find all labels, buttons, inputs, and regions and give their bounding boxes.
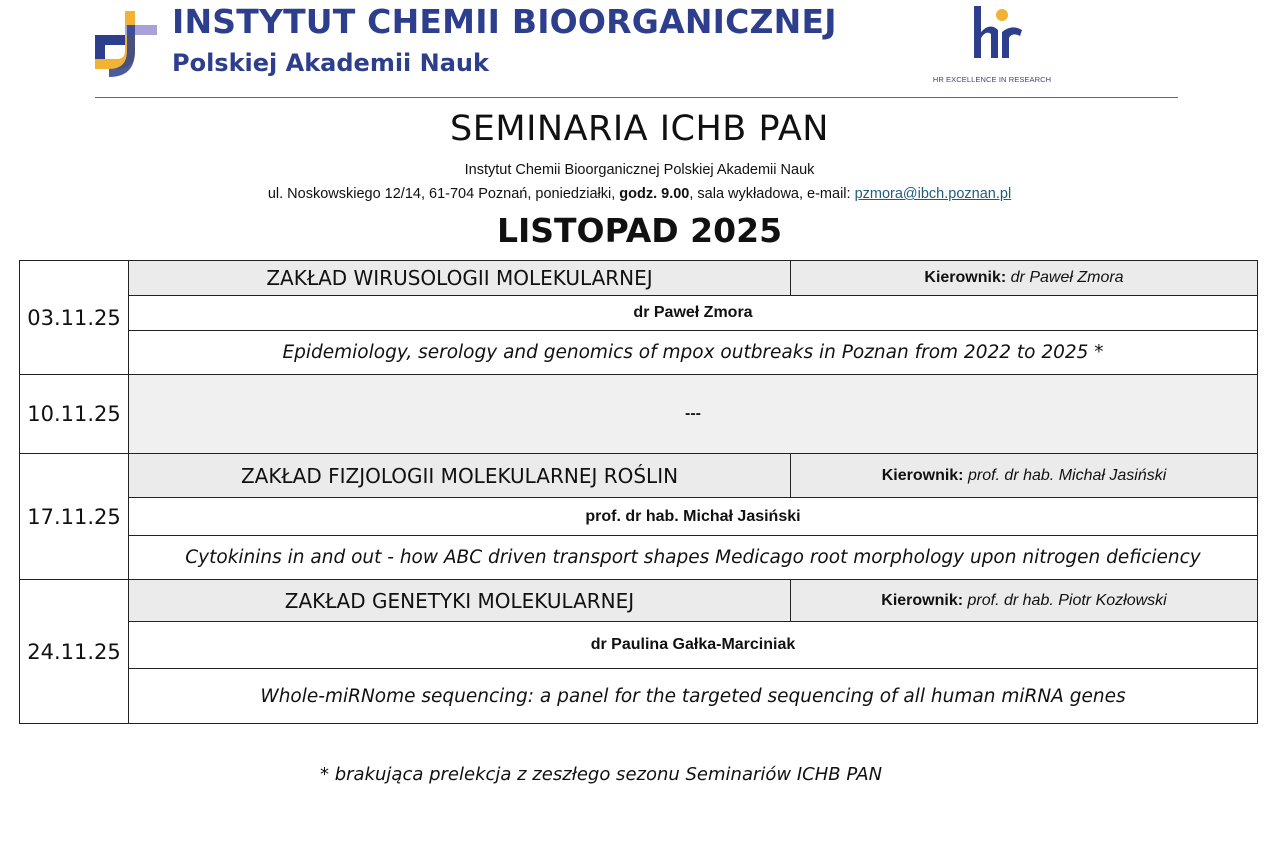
seminar-date: 10.11.25 (20, 375, 129, 454)
department-head (791, 580, 1258, 622)
table-row (20, 261, 1258, 296)
head-name: prof. dr hab. Michał Jasiński (967, 466, 1167, 484)
seminar-date: 24.11.25 (20, 580, 129, 724)
address-text-2: , sala wykładowa, e-mail: (689, 186, 851, 202)
seminar-date: 17.11.25 (20, 454, 129, 580)
department-name: ZAKŁAD FIZJOLOGII MOLEKULARNEJ ROŚLIN (129, 454, 791, 498)
head-label: Kierownik: (881, 591, 964, 609)
head-label: Kierownik: (924, 269, 1007, 286)
head-name: dr Paweł Zmora (1010, 269, 1124, 286)
table-row (20, 296, 1258, 331)
table-row (20, 622, 1258, 669)
institute-name: INSTYTUT CHEMII BIOORGANICZNEJ (172, 2, 837, 41)
hr-excellence-logo-icon (968, 6, 1024, 64)
no-seminar-placeholder: --- (129, 375, 1258, 454)
seminar-date: 03.11.25 (20, 261, 129, 375)
page-title: SEMINARIA ICHB PAN (450, 109, 829, 149)
seminar-schedule-table (19, 260, 1258, 724)
footnote: * brakująca prelekcja z zeszłego sezonu Seminariów ICHB PAN (320, 764, 883, 785)
table-row (20, 375, 1258, 454)
speaker-name: dr Paulina Gałka-Marciniak (129, 622, 1258, 669)
seminar-time: godz. 9.00 (619, 186, 690, 202)
header-divider (95, 97, 1178, 98)
table-row (20, 331, 1258, 375)
hr-caption: HR EXCELLENCE IN RESEARCH (932, 75, 1052, 84)
ichb-logo-icon (95, 11, 157, 77)
institute-subtitle: Polskiej Akademii Nauk (172, 49, 489, 77)
table-row (20, 580, 1258, 622)
talk-title: Cytokinins in and out - how ABC driven transport shapes Medicago root morphology upon nitrogen deficiency (129, 536, 1258, 580)
speaker-name: prof. dr hab. Michał Jasiński (129, 498, 1258, 536)
address-line-2 (0, 186, 1279, 202)
speaker-name: dr Paweł Zmora (129, 296, 1258, 331)
address-text: ul. Noskowskiego 12/14, 61-704 Poznań, poniedziałki, (267, 186, 616, 202)
talk-title: Epidemiology, serology and genomics of mpox outbreaks in Poznan from 2022 to 2025 * (129, 331, 1258, 375)
email-link[interactable]: pzmora@ibch.poznan.pl (854, 186, 1012, 202)
table-row (20, 536, 1258, 580)
table-row (20, 454, 1258, 498)
head-name: prof. dr hab. Piotr Kozłowski (967, 591, 1167, 609)
address-line-1: Instytut Chemii Bioorganicznej Polskiej Akademii Nauk (464, 162, 815, 178)
department-name: ZAKŁAD WIRUSOLOGII MOLEKULARNEJ (129, 261, 791, 296)
department-name: ZAKŁAD GENETYKI MOLEKULARNEJ (129, 580, 791, 622)
department-head (791, 261, 1258, 296)
table-row (20, 669, 1258, 724)
table-row (20, 498, 1258, 536)
department-head (791, 454, 1258, 498)
talk-title: Whole-miRNome sequencing: a panel for the targeted sequencing of all human miRNA genes (129, 669, 1258, 724)
head-label: Kierownik: (881, 466, 964, 484)
month-heading: LISTOPAD 2025 (496, 211, 783, 250)
